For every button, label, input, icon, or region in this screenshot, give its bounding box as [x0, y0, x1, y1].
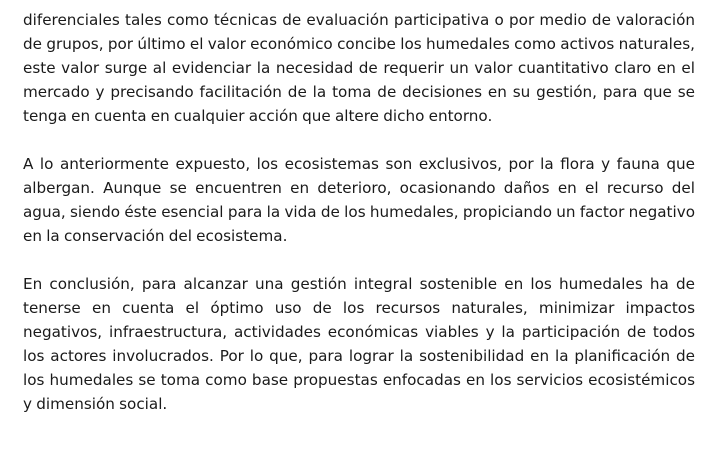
paragraph-1: diferenciales tales como técnicas de evaluación participativa o por medio de valoración de grupos, por último el valor económico concibe los humedales como activos naturales, este valor surge al evidenciar la necesidad de requerir un valor cuantitativo claro en el mercado y precisando facilitación de la toma de decisiones en su gestión, para que se tenga en cuenta en cualquier acción que altere dicho entorno. — [23, 11, 695, 125]
paragraph-3: En conclusión, para alcanzar una gestión integral sostenible en los humedales ha de tenerse en cuenta el óptimo uso de los recursos naturales, minimizar impactos negativos, infraestructura, actividades económicas viables y la participación de todos los actores involucrados. Por lo que, para lograr la sostenibilidad en la planificación de los humedales se toma como base propuestas enfocadas en los servicios ecosistémicos y dimensión social. — [23, 275, 695, 413]
document-body — [23, 8, 695, 416]
paragraph-2: A lo anteriormente expuesto, los ecosistemas son exclusivos, por la flora y fauna que albergan. Aunque se encuentren en deterioro, ocasionando daños en el recurso del agua, siendo éste esencial para la vida de los humedales, propiciando un factor negativo en la conservación del ecosistema. — [23, 155, 695, 245]
